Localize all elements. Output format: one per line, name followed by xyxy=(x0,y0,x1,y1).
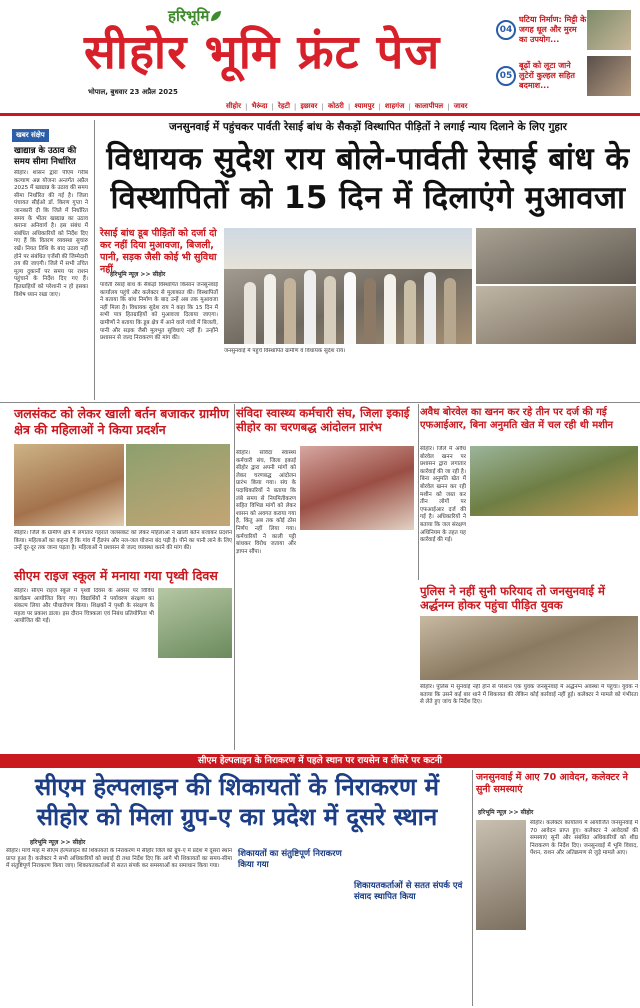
school-photo xyxy=(158,588,232,658)
column-divider xyxy=(472,770,473,1006)
section-tag: खबर संक्षेप xyxy=(12,129,49,142)
city-item: इछावर xyxy=(300,102,318,110)
city-nav xyxy=(222,100,640,113)
column-divider xyxy=(418,404,419,580)
lead-headline-line: विधायक सुदेश राय बोले-पार्वती रेसाई बांध के xyxy=(106,141,630,177)
photo-caption: जनसुनवाई में पहुंचे विस्थापित ग्रामीण व विधायक सुदेश राय। xyxy=(224,348,346,354)
health-headline: संविदा स्वास्थ्य कर्मचारी संघ, जिला इकाई सीहोर का चरणबद्ध आंदोलन प्रारंभ xyxy=(236,406,410,434)
police-photo xyxy=(420,616,638,680)
lead-headline-line: विस्थापितों को 15 दिन में दिलाएंगे मुआवजा xyxy=(110,180,626,216)
bottom-body: सीहोर। मार्च माह में सीएम हेल्पलाइन की शिकायतों के निराकरण में सीहोर जिले को ग्रुप-ए में प्रदेश में दूसरा स्थान प्राप्त हुआ है। कलेक्टर ने सभी अधिकारियों को बधाई दी तथा निर्देश दिए कि आगे भी शिकायतों का समय-सीमा में संतुष्टिपूर्ण निराकरण किया जाए। शिकायतकर्ताओं से सतत संपर्क कर समस्याओं का समाधान किया गया। xyxy=(6,848,232,870)
teaser-photo xyxy=(587,56,631,96)
bottom-byline: हरिभूमि न्यूज़ >> सीहोर xyxy=(30,839,86,846)
lead-byline: हरिभूमि न्यूज़ >> सीहोर xyxy=(110,271,166,278)
city-item: श्यामपुर xyxy=(354,102,375,110)
janta-headline: जनसुनवाई में आए 70 आवेदन, कलेक्टर ने सुनी समस्याएं xyxy=(476,772,628,795)
janta-body: सीहोर। कलेक्टर कार्यालय में आयोजित जनसुनवाई में 70 आवेदन प्राप्त हुए। कलेक्टर ने आवेदकों की समस्याएं सुनीं और संबंधित अधिकारियों को शीघ्र निराकरण के निर्देश दिए। जनसुनवाई में भूमि विवाद, पेंशन, राशन और अतिक्रमण से जुड़े मामले आए। xyxy=(530,820,638,857)
janta-photo xyxy=(476,820,526,930)
city-item: सीहोर xyxy=(226,102,241,110)
teaser-page-number: 04 xyxy=(496,20,516,40)
teaser-text: बूढ़ों को लूटा जाने लुटेरों कुल्हल सहित बदमाश... xyxy=(519,61,575,90)
city-item: रेहटी xyxy=(277,102,290,110)
separator: | xyxy=(347,102,351,111)
bottom-box-title: शिकायतों का संतुष्टिपूर्ण निराकरण किया गया xyxy=(238,849,342,870)
separator: | xyxy=(408,102,411,111)
police-headline: पुलिस ने नहीं सुनी फरियाद तो जनसुनवाई में अर्द्धनग्न होकर पहुंचा पीड़ित युवक xyxy=(420,584,605,612)
teaser-photo xyxy=(587,10,631,50)
masthead-rule xyxy=(0,113,640,116)
teaser-2[interactable] xyxy=(496,54,640,98)
health-photo xyxy=(300,446,414,530)
bottom-headline-line: सीएम हेल्पलाइन की शिकायतों के निराकरण में xyxy=(34,773,440,801)
sand-photo xyxy=(470,446,638,516)
health-body-left xyxy=(236,450,296,560)
teaser-page-number: 05 xyxy=(496,66,516,86)
lead-subhead: रेसाई बांध डूब पीड़ितों को दर्जा दो कर नहीं दिया मुआवजा, बिजली, पानी, सड़क जैसी कोई भी सुविधा नहीं xyxy=(100,228,217,275)
bottom-headline-line: सीहोर को मिला ग्रुप-ए का प्रदेश में दूसरे स्थान xyxy=(36,803,438,831)
police-body: सीहोर। पुलिस में सुनवाई नहीं होने से परेशान एक युवक जनसुनवाई में अर्द्धनग्न अवस्था में पहुंचा। युवक ने बताया कि उसने कई बार थाने में शिकायत की लेकिन कोई कार्रवाई नहीं हुई। कलेक्टर ने मामले को गंभीरता से लेते हुए जांच के निर्देश दिए। xyxy=(420,684,638,706)
separator: | xyxy=(447,102,450,111)
school-headline: सीएम राइज स्कूल में मनाया गया पृथ्वी दिवस xyxy=(14,568,218,583)
water-photo xyxy=(14,444,124,526)
lead-caption-body xyxy=(224,348,636,398)
section-rule xyxy=(0,402,640,403)
water-headline: जलसंकट को लेकर खाली बर्तन बजाकर ग्रामीण क्षेत्र की महिलाओं ने किया प्रदर्शन xyxy=(14,406,230,437)
separator: | xyxy=(244,102,248,111)
masthead xyxy=(0,0,640,112)
bottom-box-title: शिकायतकर्ताओं से सतत संपर्क एवं संवाद स्थापित किया xyxy=(354,881,463,902)
janta-byline: हरिभूमि न्यूज़ >> सीहोर xyxy=(478,809,534,816)
water-photo-2 xyxy=(126,444,230,526)
news-brief-column xyxy=(0,122,92,402)
city-item: कालापीपल xyxy=(414,102,444,110)
city-item: कोठरी xyxy=(327,102,344,110)
lead-body: पार्वती रेसाई बांध के सैकड़ों विस्थापित किसान जनसुनवाई कार्यालय पहुंचे और कलेक्टर से मुलाकात की। विस्थापितों ने बताया कि बांध निर्माण के बाद उन्हें अब तक मुआवजा नहीं मिला है। विधायक सुदेश राय ने कहा कि 15 दिन में सभी पात्र हितग्राहियों को मुआवजा दिलाया जाएगा। ग्रामीणों ने बताया कि डूब क्षेत्र में आने वाले गांवों में बिजली, पानी और सड़क जैसी मूलभूत सुविधाएं नहीं हैं। उन्होंने प्रशासन से जल्द निराकरण की मांग की। xyxy=(100,282,218,342)
separator: | xyxy=(293,102,297,111)
brand-logo: हरिभूमि xyxy=(168,6,221,26)
highlight-band: सीएम हेल्पलाइन के निराकरण में पहले स्थान पर रायसेन व तीसरे पर कटनी xyxy=(0,754,640,768)
bottom-headline xyxy=(6,772,468,832)
brief-headline: खाद्यान्न के उठाव की समय सीमा निर्धारित xyxy=(14,146,77,167)
lead-photo-3 xyxy=(476,286,636,344)
teaser-text: घटिया निर्माण: मिट्टी के जगह धूल और मुरम का उपयोग... xyxy=(519,15,587,44)
page-title: सीहोर भूमि फ्रंट पेज xyxy=(84,25,441,80)
lead-photo-2 xyxy=(476,228,636,284)
separator: | xyxy=(378,102,381,111)
school-body: सीहोर। सीएम राइज स्कूल में पृथ्वी दिवस के अवसर पर विविध कार्यक्रम आयोजित किए गए। विद्यार्थियों ने पर्यावरण संरक्षण का संकल्प लिया और पौधारोपण किया। शिक्षकों ने पृथ्वी के संरक्षण के महत्व पर प्रकाश डाला। इस दौरान चित्रकला एवं निबंध प्रतियोगिता भी आयोजित की गई। xyxy=(14,588,154,625)
brief-body: सीहोर। शासन द्वारा पीएम गरीब कल्याण अन्न योजना अन्तर्गत अप्रैल 2025 में खाद्यान्न के उठाव की समय सीमा निर्धारित की गई है। जिला पंचायत सीईओ डॉ. किरण गुप्ता ने जानकारी दी कि जिले में निर्धारित समय के भीतर खाद्यान्न का उठाव कराना अनिवार्य है। इस संबंध में संबंधित अधिकारियों को निर्देश दिए गए हैं कि वितरण व्यवस्था सुचारु रखें। नियत तिथि के बाद उठाव नहीं होने पर संबंधित एजेंसी की जिम्मेदारी तय की जाएगी। जिले में सभी उचित मूल्य दुकानों पर समय पर राशन पहुंचाने के निर्देश दिए गए हैं। हितग्राहियों को परेशानी न हो इसका विशेष ध्यान रखा जाए। xyxy=(14,170,88,298)
separator: | xyxy=(271,102,274,111)
column-divider xyxy=(94,120,95,400)
teaser-1[interactable] xyxy=(496,8,640,52)
sand-body: सीहोर। जिले में अवैध बोरवेल खनन पर प्रशासन द्वारा लगातार कार्रवाई की जा रही है। बिना अनुमति खेत में बोरवेल खनन कर रही मशीन को जब्त कर तीन लोगों पर एफआईआर दर्ज की गई है। अधिकारियों ने बताया कि जल संरक्षण अधिनियम के तहत यह कार्रवाई की गई। xyxy=(420,446,466,544)
health-body: सीहोर। संविदा स्वास्थ्य कर्मचारी संघ, जिला इकाई सीहोर द्वारा अपनी मांगों को लेकर चरणबद्ध आंदोलन प्रारंभ किया गया। संघ के पदाधिकारियों ने बताया कि लंबे समय से नियमितीकरण सहित विभिन्न मांगों को लेकर शासन को अवगत कराया गया है, किंतु अब तक कोई ठोस निर्णय नहीं लिया गया। कर्मचारियों ने काली पट्टी बांधकर विरोध जताया और ज्ञापन सौंपा। xyxy=(236,450,296,555)
water-body: सीहोर। जिले के ग्रामीण क्षेत्र में लगातार गहराते जलसंकट को लेकर महिलाओं ने खाली बर्तन बजाकर प्रदर्शन किया। महिलाओं का कहना है कि गांव में हैंडपंप और नल-जल योजना बंद पड़ी है। पीने का पानी लाने के लिए उन्हें दूर-दूर तक जाना पड़ता है। महिलाओं ने प्रशासन से जल्द व्यवस्था करने की मांग की। xyxy=(14,530,232,552)
lead-headline xyxy=(100,140,636,218)
lead-photo xyxy=(224,228,472,344)
city-item: भैरूंदा xyxy=(251,102,268,110)
date-line: भोपाल, बुधवार 23 अप्रैल 2025 xyxy=(88,88,178,96)
column-divider xyxy=(234,404,235,750)
sand-headline: अवैध बोरवेल का खनन कर रहे तीन पर दर्ज की गई एफआईआर, बिना अनुमति खेत में चल रही थी मशीन xyxy=(420,407,614,431)
separator: | xyxy=(321,102,324,111)
city-item: जावर xyxy=(453,102,468,110)
lead-kicker: जनसुनवाई में पहुंचकर पार्वती रेसाई बांध के सैकड़ों विस्थापित पीड़ितों ने लगाई न्याय दिलाने के लिए गुहार xyxy=(169,121,567,133)
city-item: शाहगंज xyxy=(384,102,405,110)
